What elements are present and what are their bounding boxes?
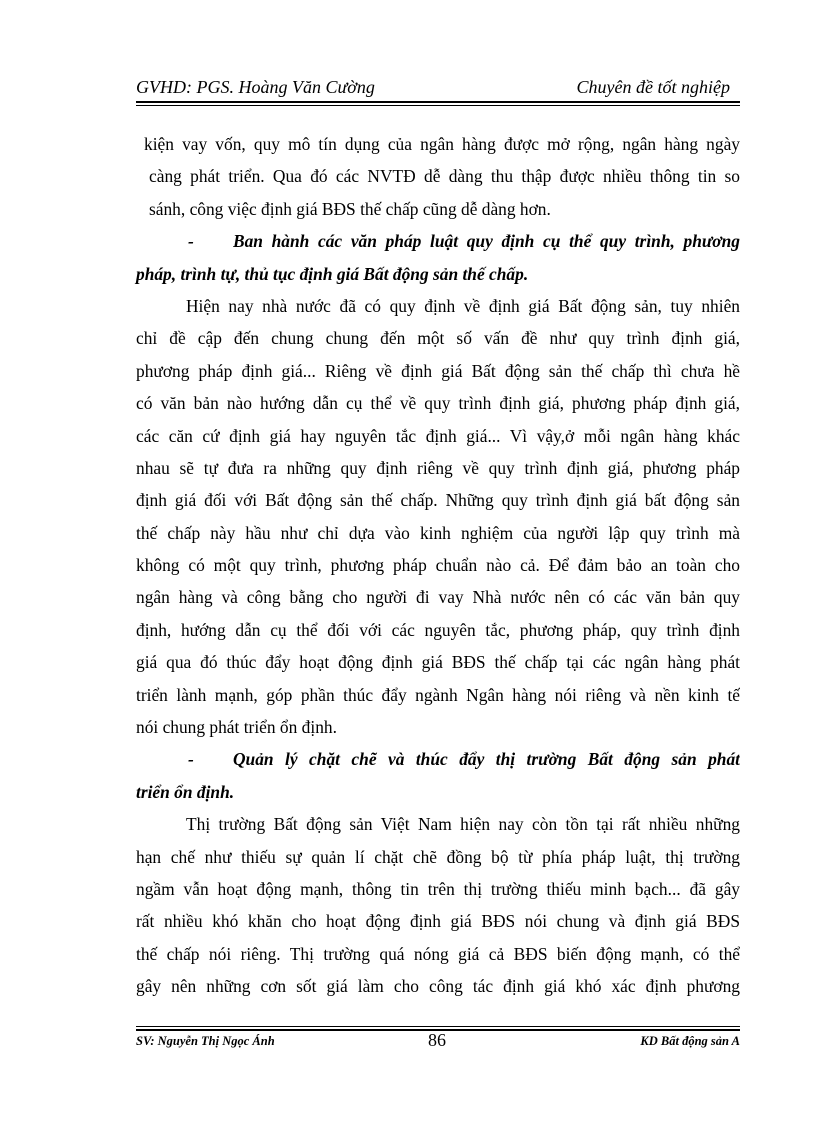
text-line: gây nên những cơn sốt giá làm cho công tác định giá khó xác định phương bbox=[136, 976, 740, 997]
bullet-dash: - bbox=[188, 231, 194, 252]
header-rule bbox=[136, 101, 740, 103]
text-line: sánh, công việc định giá BĐS thế chấp cũng dễ dàng hơn. bbox=[149, 198, 551, 219]
text-line: chỉ đề cập đến chung chung đến một số vấn đề như quy trình định giá, bbox=[136, 328, 740, 349]
page-number: 86 bbox=[428, 1030, 446, 1050]
text-line: định, hướng dẫn cụ thể đối với các nguyên tắc, phương pháp, quy trình định bbox=[136, 619, 740, 640]
text-line: hạn chế như thiếu sự quản lí chặt chẽ đồng bộ từ phía pháp luật, thị trường bbox=[136, 846, 740, 867]
text-line: không có một quy trình, phương pháp chuẩn nào cả. Để đảm bảo an toàn cho bbox=[136, 555, 740, 576]
text-line: kiện vay vốn, quy mô tín dụng của ngân hàng được mở rộng, ngân hàng ngày bbox=[144, 134, 740, 154]
text-line: Hiện nay nhà nước đã có quy định về định giá Bất động sản, tuy nhiên bbox=[186, 295, 740, 316]
footer-class: KD Bất động sản A bbox=[640, 1034, 740, 1048]
footer-rule-thin bbox=[136, 1026, 740, 1027]
text-line: thế chấp này hầu như chỉ dựa vào kinh nghiệm của người lập quy trình mà bbox=[136, 522, 740, 543]
bullet-dash: - bbox=[188, 749, 194, 770]
text-line: định giá đối với Bất động sản thế chấp. Những quy trình định giá bất động sản bbox=[136, 490, 740, 511]
bullet-heading-text: Ban hành các văn pháp luật quy định cụ thể quy trình, phương bbox=[233, 231, 740, 252]
paragraph-2 bbox=[136, 290, 740, 743]
header-rule-thin bbox=[136, 105, 740, 106]
text-line: triển lành mạnh, góp phần thúc đẩy ngành Ngân hàng nói riêng và nền kinh tế bbox=[136, 684, 740, 705]
header-document-type: Chuyên đề tốt nghiệp bbox=[576, 77, 730, 97]
text-line: càng phát triển. Qua đó các NVTĐ dễ dàng thu thập được nhiều thông tin so bbox=[149, 166, 740, 187]
bullet-heading-text: Quản lý chặt chẽ và thúc đẩy thị trường Bất động sản phát bbox=[233, 749, 740, 770]
text-line: các căn cứ định giá hay nguyên tắc định giá... Vì vậy,ở mỗi ngân hàng khác bbox=[136, 425, 740, 446]
text-line: có văn bản nào hướng dẫn cụ thể về quy trình định giá, phương pháp định giá, bbox=[136, 393, 740, 414]
text-line: phương pháp định giá... Riêng về định giá Bất động sản thế chấp thì chưa hề bbox=[136, 360, 740, 381]
paragraph-3 bbox=[136, 808, 740, 1002]
text-line: nhau sẽ tự đưa ra những quy định riêng về quy trình định giá, phương pháp bbox=[136, 457, 740, 478]
text-line: giá qua đó thúc đẩy hoạt động định giá BĐS thế chấp tại các ngân hàng phát bbox=[136, 652, 740, 673]
text-line: ngân hàng và công bằng cho người đi vay Nhà nước nên có các văn bản quy bbox=[136, 587, 740, 608]
page-footer bbox=[136, 1030, 740, 1052]
header-advisor: GVHD: PGS. Hoàng Văn Cường bbox=[136, 77, 375, 97]
bullet-heading-2 bbox=[136, 743, 740, 775]
bullet-heading-1-continuation: pháp, trình tự, thủ tục định giá Bất động sản thế chấp. bbox=[136, 263, 529, 284]
bullet-heading-2-continuation: triển ổn định. bbox=[136, 781, 235, 802]
body-text bbox=[136, 128, 740, 1003]
text-line: Thị trường Bất động sản Việt Nam hiện nay còn tồn tại rất nhiều những bbox=[186, 814, 740, 835]
page-header bbox=[136, 74, 740, 100]
text-line: ngầm vẫn hoạt động mạnh, thông tin trên thị trường thiếu minh bạch... đã gây bbox=[136, 878, 740, 899]
bullet-heading-1 bbox=[136, 225, 740, 257]
text-line: rất nhiều khó khăn cho hoạt động định giá BĐS nói chung và định giá BĐS bbox=[136, 911, 740, 932]
text-line: thế chấp nói riêng. Thị trường quá nóng giá cả BĐS biến động mạnh, có thể bbox=[136, 943, 740, 964]
footer-student: SV: Nguyễn Thị Ngọc Ánh bbox=[136, 1034, 275, 1048]
paragraph-1 bbox=[136, 128, 740, 225]
text-line: nói chung phát triển ổn định. bbox=[136, 717, 337, 738]
